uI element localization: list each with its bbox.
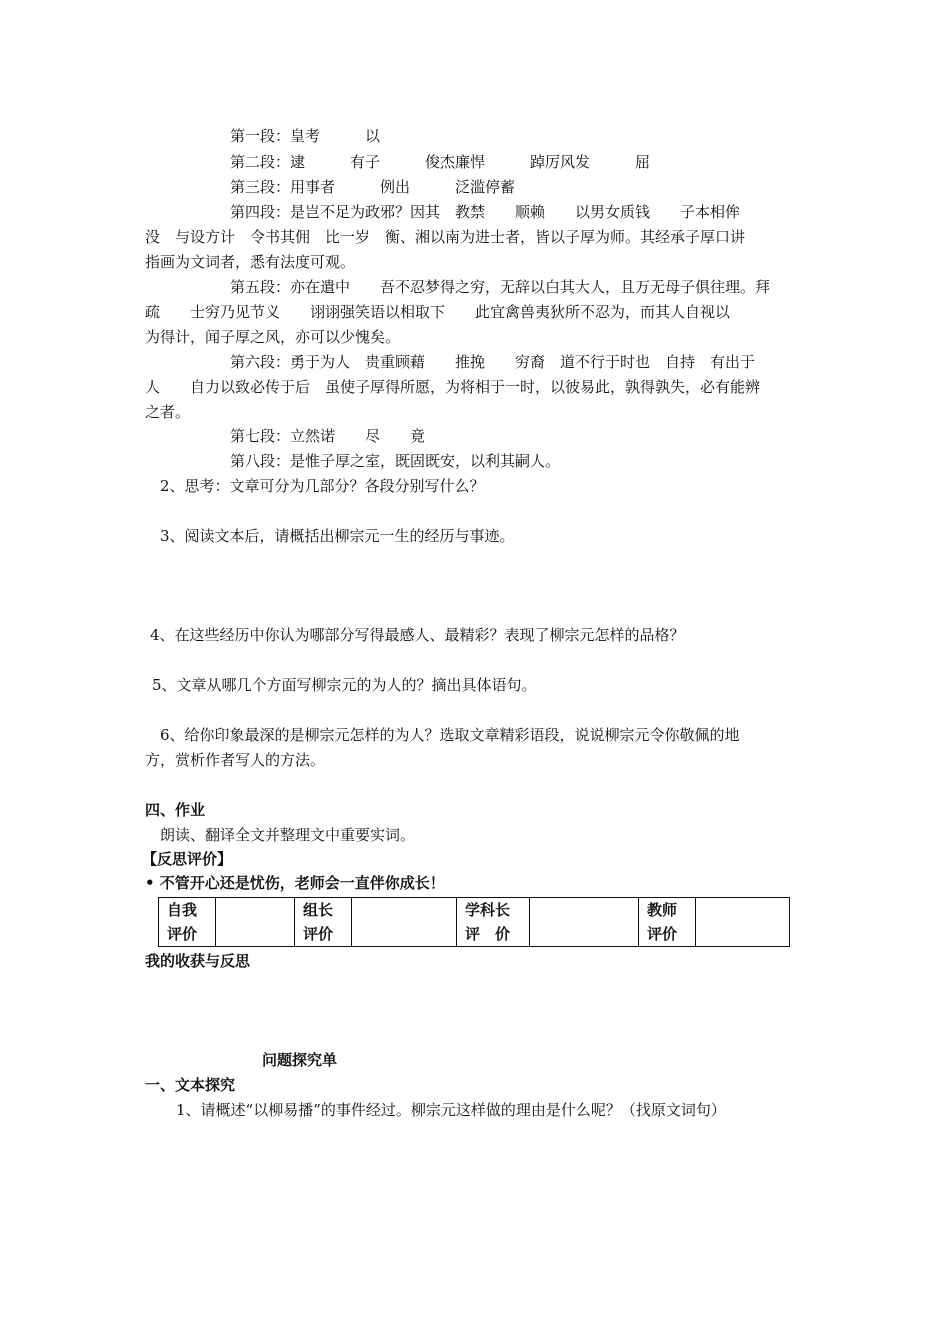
segment-4-line-1: 第四段：是岂不足为政邪？因其 教禁 顺赖 以男女质钱 子本相侔 [230, 203, 741, 221]
question-3: 3、阅读文本后，请概括出柳宗元一生的经历与事迹。 [160, 527, 515, 545]
inquiry-title: 问题探究单 [262, 1051, 338, 1069]
teacher-eval-cell[interactable] [696, 898, 790, 947]
segment-5-line-2: 疏 士穷乃见节义 诩诩强笑语以相取下 此宜禽兽夷狄所不忍为，而其人自视以 [145, 303, 731, 321]
group-leader-eval-label: 组长 评价 [295, 898, 352, 947]
inquiry-question-1: 1、请概述“以柳易播”的事件经过。柳宗元这样做的理由是什么呢？（找原文词句） [176, 1101, 726, 1119]
question-5: 5、文章从哪几个方面写柳宗元的为人的？摘出具体语句。 [152, 676, 537, 694]
subject-leader-eval-cell[interactable] [530, 898, 639, 947]
segment-5-line-3: 为得计，闻子厚之风，亦可以少愧矣。 [145, 328, 401, 346]
segment-5-line-1: 第五段：亦在遣中 吾不忍梦得之穷，无辞以白其大人，且万无母子俱往理。拜 [230, 278, 771, 296]
segment-2: 第二段：逮 有子 俊杰廉悍 踔厉风发 屈 [230, 153, 651, 171]
homework-title: 四、作业 [145, 801, 206, 819]
segment-4-line-2: 没 与设方计 令书其佣 比一岁 衡、湘以南为进士者，皆以子厚为师。其经承子厚口讲 [145, 228, 746, 246]
question-2: 2、思考：文章可分为几部分？各段分别写什么？ [160, 477, 485, 495]
segment-6-line-3: 之者。 [145, 403, 191, 421]
reflection-title: 【反思评价】 [142, 850, 233, 868]
homework-text: 朗读、翻译全文并整理文中重要实词。 [160, 826, 416, 844]
segment-6-line-1: 第六段：勇于为人 贵重顾藉 推挽 穷裔 道不行于时也 自持 有出于 [230, 353, 756, 371]
table-row [159, 898, 790, 947]
segment-4-line-3: 指画为文词者，悉有法度可观。 [145, 253, 356, 271]
reflection-bullet: • 不管开心还是忧伤，老师会一直伴你成长！ [145, 874, 445, 892]
segment-6-line-2: 人 自力以致必传于后 虽使子厚得所愿，为将相于一时，以彼易此，孰得孰失，必有能辨 [145, 378, 761, 396]
segment-8: 第八段：是惟子厚之室，既固既安，以利其嗣人。 [230, 452, 561, 470]
question-4: 4、在这些经历中你认为哪部分写得最感人、最精彩？表现了柳宗元怎样的品格？ [150, 626, 685, 644]
gain-reflection-title: 我的收获与反思 [145, 952, 251, 970]
segment-7: 第七段：立然诺 尽 竟 [230, 427, 426, 445]
segment-1: 第一段：皇考 以 [230, 127, 381, 145]
inquiry-section: 一、文本探究 [145, 1076, 236, 1094]
question-6-line-2: 方，赏析作者写人的方法。 [145, 751, 326, 769]
segment-3: 第三段：用事者 例出 泛滥停蓄 [230, 178, 516, 196]
subject-leader-eval-label: 学科长 评 价 [457, 898, 530, 947]
teacher-eval-label: 教师 评价 [639, 898, 696, 947]
self-eval-cell[interactable] [216, 898, 295, 947]
self-eval-label: 自我 评价 [159, 898, 216, 947]
group-leader-eval-cell[interactable] [352, 898, 457, 947]
question-6-line-1: 6、给你印象最深的是柳宗元怎样的为人？选取文章精彩语段，说说柳宗元令你敬佩的地 [160, 726, 740, 744]
evaluation-table [158, 897, 790, 947]
